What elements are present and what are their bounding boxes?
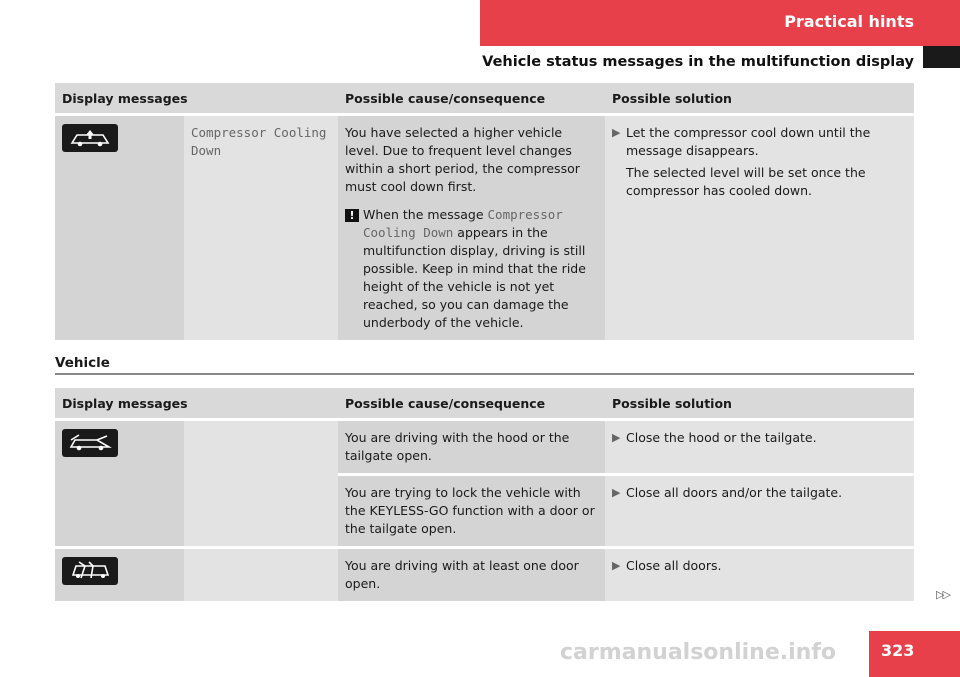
table-row <box>55 116 914 340</box>
section-divider <box>55 373 914 375</box>
table-row <box>55 549 914 601</box>
vehicle-level-icon <box>62 124 118 152</box>
column-header-cause: Possible cause/consequence <box>338 83 605 113</box>
arrow-bullet-icon: ▶ <box>612 559 621 572</box>
display-message <box>184 421 338 546</box>
solution-cell: ▶ Close all doors. <box>605 549 914 601</box>
table-row <box>55 421 914 473</box>
continue-arrows-icon: ▷▷ <box>936 588 949 601</box>
arrow-bullet-icon: ▶ <box>612 486 621 499</box>
table-header-row <box>55 83 914 113</box>
cause-cell: You are trying to lock the vehicle with the KEYLESS-GO function with a door or the tailgate open. <box>338 476 605 546</box>
door-open-icon <box>62 557 118 585</box>
cause-cell: You are driving with the hood or the tailgate open. <box>338 421 605 473</box>
column-header-display: Display messages <box>55 83 338 113</box>
watermark: carmanualsonline.info <box>560 640 836 665</box>
column-header-cause: Possible cause/consequence <box>338 388 605 418</box>
exclamation-icon: ! <box>345 209 359 222</box>
status-table-vehicle <box>55 385 914 604</box>
warning-note: ! When the message Compressor Cooling Down appears in the multifunction display, driving is still possible. Keep in mind that the ride height of the vehicle is not yet reached, so you can damage the underbody of the vehicle. <box>345 206 598 332</box>
page-number: 323 <box>869 631 960 677</box>
arrow-bullet-icon: ▶ <box>612 126 621 139</box>
table-header-row <box>55 388 914 418</box>
display-message: Compressor Cooling Down <box>184 116 338 340</box>
column-header-solution: Possible solution <box>605 83 914 113</box>
arrow-bullet-icon: ▶ <box>612 431 621 444</box>
cause-cell: You are driving with at least one door open. <box>338 549 605 601</box>
display-message <box>184 549 338 601</box>
column-header-display: Display messages <box>55 388 338 418</box>
section-title: Vehicle <box>55 355 110 371</box>
cause-cell: You have selected a higher vehicle level. Due to frequent level changes within a short period, the compressor must cool down first. ! When the message Compressor Cooling Down appears in the multifunction display, driving is still possible. Keep in mind that the ride height of the vehicle is not yet reached, so you can damage the underbody of the vehicle. <box>338 116 605 340</box>
hood-tailgate-open-icon <box>62 429 118 457</box>
solution-cell: ▶ Let the compressor cool down until the message disappears. The selected level will be set once the compressor has cooled down. <box>605 116 914 340</box>
page-header-title: Practical hints <box>784 12 914 31</box>
corner-marker <box>923 46 960 68</box>
page-subtitle: Vehicle status messages in the multifunction display <box>482 54 914 70</box>
solution-cell: ▶ Close the hood or the tailgate. <box>605 421 914 473</box>
solution-cell: ▶ Close all doors and/or the tailgate. <box>605 476 914 546</box>
column-header-solution: Possible solution <box>605 388 914 418</box>
status-table-level <box>55 80 914 343</box>
